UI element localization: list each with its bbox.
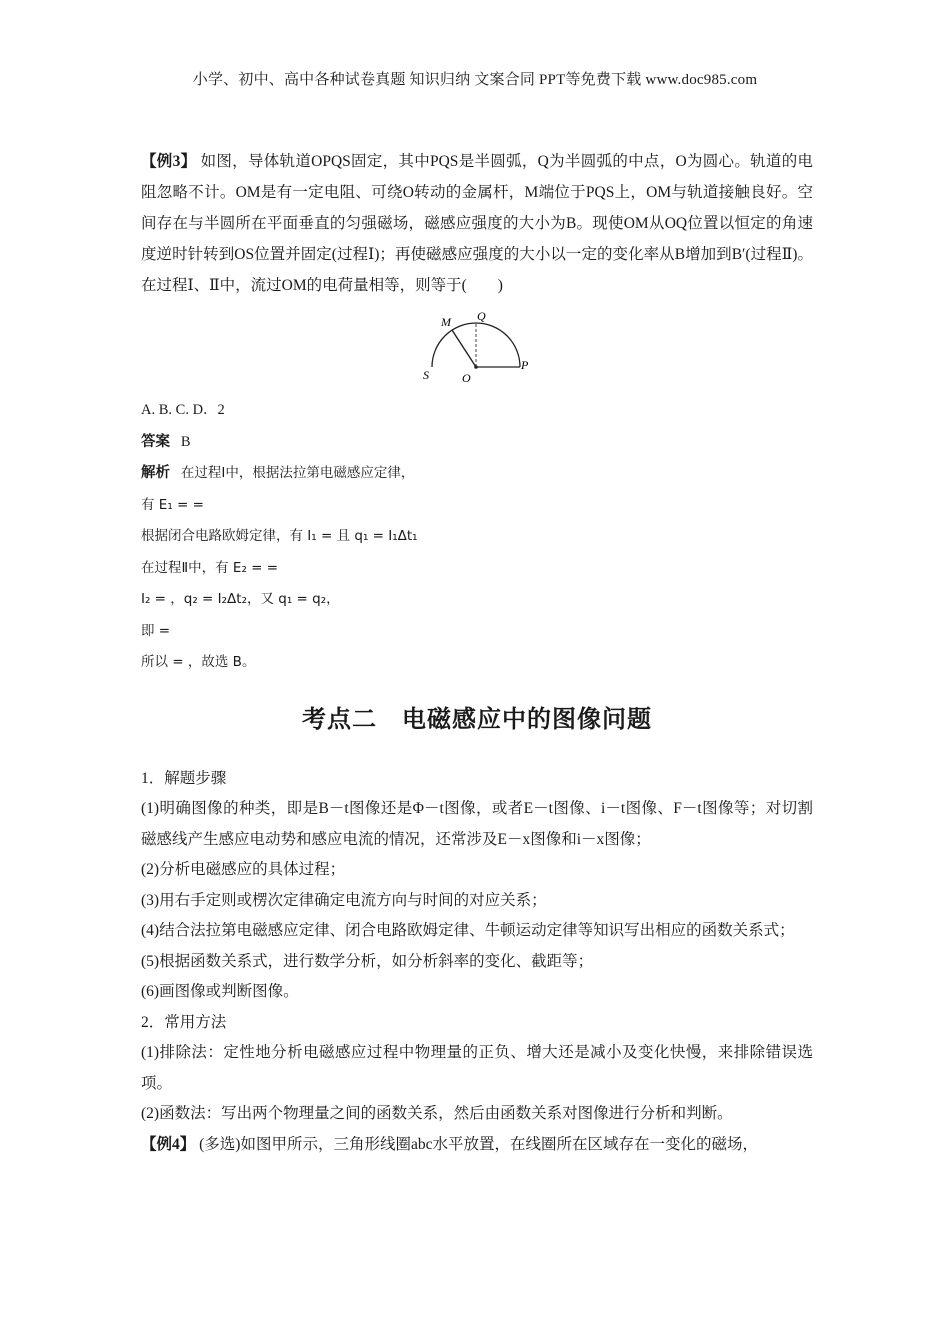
method-item-1: (1)排除法：定性地分析电磁感应过程中物理量的正负、增大还是减小及变化快慢，来排除错误选项。 xyxy=(141,1044,813,1092)
step-item-3: (3)用右手定则或楞次定律确定电流方向与时间的对应关系； xyxy=(141,891,547,909)
label-q: Q xyxy=(477,309,486,323)
step-item-1: (1)明确图像的种类，即是B－t图像还是Φ－t图像，或者E－t图像、i－t图像、F－t图像等；对切割磁感线产生感应电动势和感应电流的情况，还常涉及E－x图像和i－x图像； xyxy=(141,800,813,848)
steps-title: 1．解题步骤 xyxy=(141,769,227,787)
label-o: O xyxy=(462,371,471,385)
example-4-paragraph xyxy=(141,1130,813,1161)
document-body xyxy=(141,146,813,1160)
example-3-text: 如图，导体轨道OPQS固定，其中PQS是半圆弧，Q为半圆弧的中点，O为圆心。轨道的电阻忽略不计。OM是有一定电阻、可绕O转动的金属杆，M端位于PQS上，OM与轨道接触良好。空间存在与半圆所在平面垂直的匀强磁场，磁感应强度的大小为B。现使OM从OQ位置以恒定的角速度逆时针转到OS位置并固定(过程Ⅰ)；再使磁感应强度的大小以一定的变化率从B增加到B′(过程Ⅱ)。在过程Ⅰ、Ⅱ中，流过OM的电荷量相等，则等于( ) xyxy=(141,153,814,294)
label-s: S xyxy=(423,368,429,382)
example-3-paragraph xyxy=(141,146,813,301)
analysis-line-5: 即 = xyxy=(141,622,171,639)
step-item-4: (4)结合法拉第电磁感应定律、闭合电路欧姆定律、牛顿运动定律等知识写出相应的函数关系式； xyxy=(141,922,795,939)
analysis-line-2: 根据闭合电路欧姆定律，有 I₁ = 且 q₁ = I₁Δt₁ xyxy=(141,528,418,544)
label-m: M xyxy=(441,315,451,329)
analysis-label: 解析 xyxy=(141,465,170,481)
center-point-o xyxy=(474,365,478,369)
example-4-label: 【例4】 xyxy=(141,1135,196,1153)
section-heading: 考点二 电磁感应中的图像问题 xyxy=(302,704,652,733)
method-item-2: (2)函数法：写出两个物理量之间的函数关系，然后由函数关系对图像进行分析和判断。 xyxy=(141,1105,733,1122)
label-p: P xyxy=(521,358,529,372)
example-3-label: 【例3】 xyxy=(141,153,197,170)
analysis-line-6: 所以 = ，故选 B。 xyxy=(141,654,256,670)
analysis-line-0 xyxy=(141,458,813,490)
answer-label: 答案 xyxy=(141,433,170,450)
answer-line xyxy=(141,427,813,459)
analysis-line-1: 有 E₁ = = xyxy=(141,496,204,513)
step-item-5: (5)根据函数关系式，进行数学分析，如分析斜率的变化、截距等； xyxy=(141,952,594,970)
semicircle-track-figure xyxy=(419,307,539,387)
answer-value: B xyxy=(180,433,191,450)
analysis-line-4: I₂ = ，q₂ = I₂Δt₂，又 q₁ = q₂， xyxy=(141,591,340,607)
analysis-text-0: 在过程Ⅰ中，根据法拉第电磁感应定律， xyxy=(180,465,415,481)
page-header: 小学、初中、高中各种试卷真题 知识归纳 文案合同 PPT等免费下载 www.doc985.com xyxy=(192,72,758,88)
semicircle-diagram xyxy=(141,307,813,387)
analysis-line-3: 在过程Ⅱ中，有 E₂ = = xyxy=(141,559,279,576)
example-4-text: (多选)如图甲所示，三角形线圈abc水平放置，在线圈所在区域存在一变化的磁场， xyxy=(199,1135,758,1153)
options-line: A. B. C. D．2 xyxy=(141,402,225,418)
step-item-2: (2)分析电磁感应的具体过程； xyxy=(141,861,346,878)
om-rod xyxy=(452,330,476,367)
methods-title: 2．常用方法 xyxy=(141,1013,227,1031)
step-item-6: (6)画图像或判断图像。 xyxy=(141,983,299,1000)
